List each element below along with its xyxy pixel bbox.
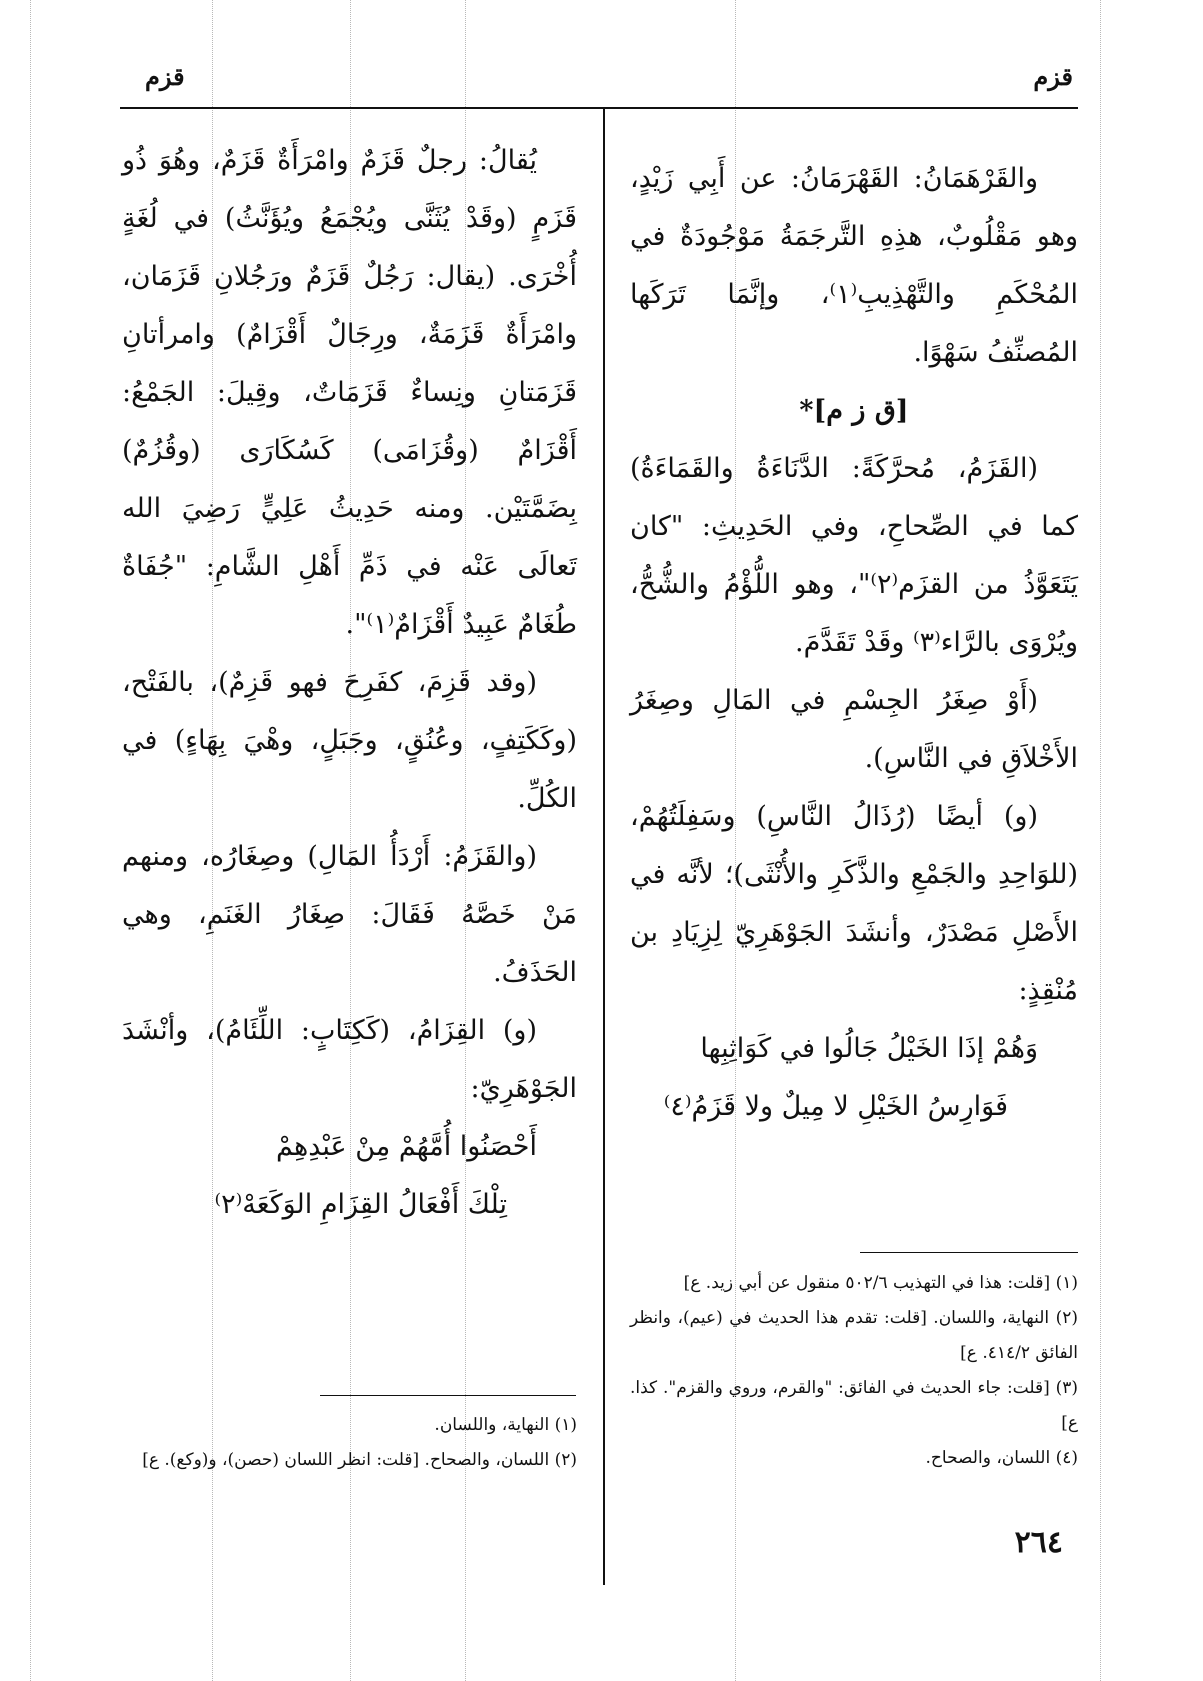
paragraph: يُقالُ: رجلٌ قَزَمٌ وامْرَأَةٌ قَزَمٌ، وهُوَ ذُو قَزَمٍ (وقَدْ يُثَنَّى ويُجْمَعُ ويُؤَنَّثُ) في لُغَةٍ أُخْرَى. (يقال: رَجُلٌ قَزَمٌ ورَجُلانِ قَزَمَان، وامْرَأَةٌ قَزَمَةٌ، ورِجَالٌ أَقْزَامٌ) وامرأتانِ قَزَمَتانِ ونِساءٌ قَزَمَاتٌ، وقِيلَ: الجَمْعُ: أَقْزَامٌ (وقُزَامَى) كَسُكَارَى (وقُزُمٌ) بِضَمَّتَيْن. ومنه حَدِيثُ عَلِيٍّ رَضِيَ الله تَعالَى عَنْه في ذَمِّ أَهْلِ الشَّامِ: "جُفَاةٌ طُغَامٌ عَبِيدٌ أَقْزَامٌ⁽١⁾". xyxy=(122,145,577,640)
header-rule xyxy=(120,107,1078,109)
verse-line: وَهُمْ إذَا الخَيْلُ جَالُوا في كَوَاثِبِها xyxy=(700,1033,1038,1064)
entry-heading: [ق ز م]* xyxy=(799,395,909,426)
paragraph: (والقَزَمُ: أَرْدَأُ المَالِ) وصِغَارُه، ومنهم مَنْ خَصَّهُ فَقَالَ: صِغَارُ الغَنَمِ، وهي الحَذَفُ. xyxy=(122,841,577,988)
left-column xyxy=(122,132,577,1234)
footnote: (١) النهاية، واللسان. xyxy=(434,1415,577,1435)
scan-dot-line xyxy=(30,0,31,1681)
paragraph: (و) أيضًا (رُذَالُ النَّاسِ) وسَفِلَتُهُمْ، (للوَاحِدِ والجَمْعِ والذَّكَرِ والأُنْثَى)؛ لأنَّه في الأَصْلِ مَصْدَرٌ، وأنشَدَ الجَوْهَرِيّ لِزِيَادِ بن مُنْقِذٍ: xyxy=(630,801,1078,1006)
footnote-rule xyxy=(320,1395,576,1396)
paragraph: (و) القِزَامُ، (كَكِتَابٍ: اللِّئَامُ)، وأنْشَدَ الجَوْهَرِيّ: xyxy=(122,1015,577,1104)
paragraph: (القَزَمُ، مُحرَّكَةً: الدَّنَاءَةُ والقَمَاءَةُ) كما في الصِّحاحِ، وفي الحَدِيثِ: "كان يَتَعَوَّذُ من القزَم⁽٢⁾"، وهو اللُّؤْمُ والشُّحُّ، ويُرْوَى بالرَّاء⁽٣⁾ وقَدْ تَقَدَّمَ. xyxy=(630,453,1078,658)
running-header-right: قزم xyxy=(1033,62,1073,91)
right-footnotes xyxy=(630,1266,1078,1476)
verse-line: أَحْصَنُوا أُمَّهُمْ مِنْ عَبْدِهِمْ xyxy=(276,1131,537,1162)
footnote: (٤) اللسان، والصحاح. xyxy=(925,1448,1078,1468)
paragraph: والقَرْهَمَانُ: القَهْرَمَانُ: عن أَبِي زَيْدٍ، وهو مَقْلُوبٌ، هذِهِ التَّرجَمَةُ مَوْجُودَةٌ في المُحْكَمِ والتَّهْذِيبِ⁽١⁾، وإنَّمَا تَرَكَها المُصنِّفُ سَهْوًا. xyxy=(630,163,1078,368)
footnote: (٣) [قلت: جاء الحديث في الفائق: "والقرم، وروي والقزم". كذا. ع] xyxy=(630,1378,1078,1433)
footnote-rule xyxy=(860,1252,1078,1253)
footnote: (١) [قلت: هذا في التهذيب ٥٠٢/٦ منقول عن أبي زيد. ع] xyxy=(683,1273,1078,1293)
left-footnotes xyxy=(122,1408,577,1478)
verse-line: تِلْكَ أَفْعَالُ القِزَامِ الوَكَعَهْ⁽٢⁾ xyxy=(214,1189,507,1220)
running-header-left: قزم xyxy=(145,62,185,91)
footnote: (٢) النهاية، واللسان. [قلت: تقدم هذا الحديث في (عيم)، وانظر الفائق ٤١٤/٢. ع] xyxy=(630,1308,1078,1363)
column-divider xyxy=(603,107,605,1585)
page-number: ٢٦٤ xyxy=(1014,1525,1063,1560)
scan-dot-line xyxy=(1100,0,1101,1681)
right-column xyxy=(630,150,1078,1136)
verse-line: فَوَارِسُ الخَيْلِ لا مِيلٌ ولا قَزَمُ⁽٤⁾ xyxy=(663,1091,1008,1122)
paragraph: (أَوْ صِغَرُ الجِسْمِ في المَالِ وصِغَرُ الأَخْلاَقِ في النَّاسِ). xyxy=(630,685,1078,774)
paragraph: (وقد قَزِمَ، كفَرِحَ فهو قَزِمٌ)، بالفَتْح، (وكَكَتِفٍ، وعُنُقٍ، وجَبَلٍ، وهْيَ بِهَاءٍ) في الكُلِّ. xyxy=(122,667,577,814)
footnote: (٢) اللسان، والصحاح. [قلت: انظر اللسان (حصن)، و(وكع). ع] xyxy=(142,1450,577,1470)
